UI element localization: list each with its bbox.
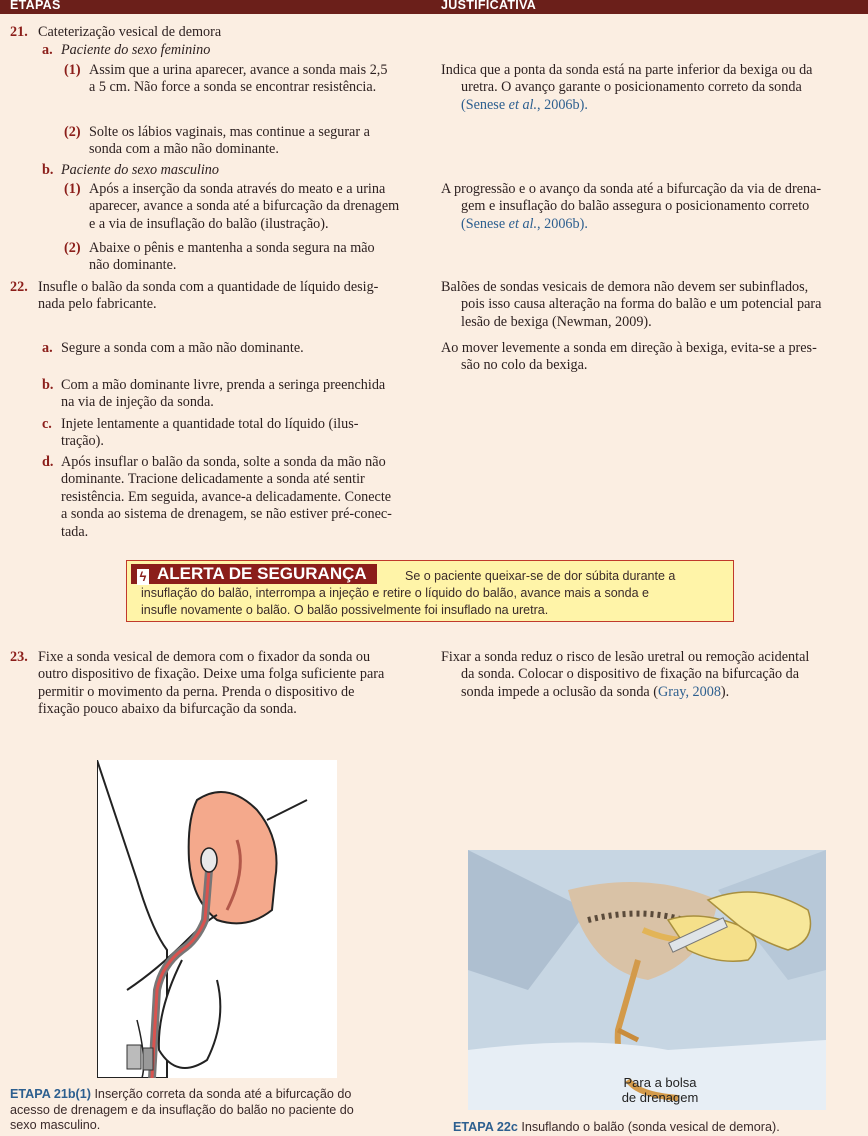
step-23-justification: Fixar a sonda reduz o risco de lesão uretral ou remoção acidental da sonda. Colocar o dispositivo de fixação na bifurcação da sonda impede a oclusão da sonda (Gray, 2008). [441,649,810,700]
figure-21b1-caption: ETAPA 21b(1) Inserção correta da sonda até a bifurcação do acesso de drenagem e da insuflação do balão no paciente do sexo masculino. [10,1087,354,1132]
step-23-number: 23. [10,649,28,665]
header-etapas: ETAPAS [10,0,61,12]
column-header-bar [0,0,868,14]
step-22c-label: c. [42,416,52,432]
balloon-inflation-photo [468,850,826,1110]
safety-alert-line-3: insufle novamente o balão. O balão possivelmente foi insuflado na uretra. [141,603,549,617]
step-23-text: Fixe a sonda vesical de demora com o fixador da sonda ou outro dispositivo de fixação. Deixe uma folga suficiente para permitir o movimento da perna. Prenda o dispositivo de fixação pouco abaixo da bifurcação da sonda. [38,649,385,718]
step-22a-label: a. [42,340,53,356]
step-22-justification: Balões de sondas vesicais de demora não devem ser subinflados, pois isso causa alteração na forma do balão e um potencial para lesão de bexiga (Newman, 2009). [441,279,822,330]
citation-gray: Gray, 2008 [658,683,721,700]
step-22d-label: d. [42,454,54,470]
step-21b2-label: (2) [64,240,81,256]
step-21a-label: a. [42,42,53,58]
citation-senese-2: (Senese et al., 2006b). [461,215,588,232]
step-21b1-justification: A progressão e o avanço da sonda até a bifurcação da via de drena- gem e insuflação do balão assegura o posicionamento correto (Senese et al., 2006b). [441,181,861,233]
step-21a1-label: (1) [64,62,81,78]
step-21-number: 21. [10,24,28,40]
step-22b-text: Com a mão dominante livre, prenda a seringa preenchida na via de injeção da sonda. [61,377,386,411]
step-21-title: Cateterização vesical de demora [38,24,222,40]
safety-alert-line-1: Se o paciente queixar-se de dor súbita durante a [405,569,676,583]
step-21a-title: Paciente do sexo feminino [61,42,211,58]
figure-22c-caption: ETAPA 22c Insuflando o balão (sonda vesical de demora). [453,1120,780,1134]
step-22d-text: Após insuflar o balão da sonda, solte a sonda da mão não dominante. Tracione delicadamente a sonda até sentir resistência. Em seguida, avance-a delicadamente. Conecte a sonda ao sistema de drenagem, se não estiver pré-conec- tada. [61,454,392,540]
step-21a1-text: Assim que a urina aparecer, avance a sonda mais 2,5 a 5 cm. Não force a sonda se encontrar resistência. [89,62,388,96]
drainage-bag-label: Para a bolsa de drenagem [621,1075,699,1105]
step-22b-label: b. [42,377,54,393]
step-21a2-label: (2) [64,124,81,140]
header-justificativa: JUSTIFICATIVA [441,0,537,12]
step-21b-label: b. [42,162,54,178]
step-22a-text: Segure a sonda com a mão não dominante. [61,340,304,356]
step-22a-justification: Ao mover levemente a sonda em direção à bexiga, evita-se a pres- são no colo da bexiga. [441,340,817,374]
citation-senese: (Senese et al., 2006b). [461,96,588,113]
step-21b2-text: Abaixe o pênis e mantenha a sonda segura na mão não dominante. [89,240,375,274]
lightning-icon: ϟ [137,569,149,585]
step-21b1-text: Após a inserção da sonda através do meato e a urina aparecer, avance a sonda até a bifurcação da drenagem e a via de insuflação do balão (ilustração). [89,181,400,232]
step-21b1-label: (1) [64,181,81,197]
step-21a2-text: Solte os lábios vaginais, mas continue a segurar a sonda com a mão não dominante. [89,124,370,158]
step-21a1-justification: Indica que a ponta da sonda está na parte inferior da bexiga ou da uretra. O avanço garante o posicionamento correto da sonda (Senese et al., 2006b). [441,62,861,114]
safety-alert-line-2: insuflação do balão, interrompa a injeção e retire o líquido do balão, avance mais a sonda e [141,586,649,600]
step-22-text: Insufle o balão da sonda com a quantidade de líquido desig- nada pelo fabricante. [38,279,379,313]
step-22c-text: Injete lentamente a quantidade total do líquido (ilus- tração). [61,416,359,450]
safety-alert-title: ϟ ALERTA DE SEGURANÇA [131,564,377,584]
step-22-number: 22. [10,279,28,295]
safety-alert-box [126,560,734,622]
step-21b-title: Paciente do sexo masculino [61,162,219,178]
male-catheter-illustration [97,760,337,1078]
